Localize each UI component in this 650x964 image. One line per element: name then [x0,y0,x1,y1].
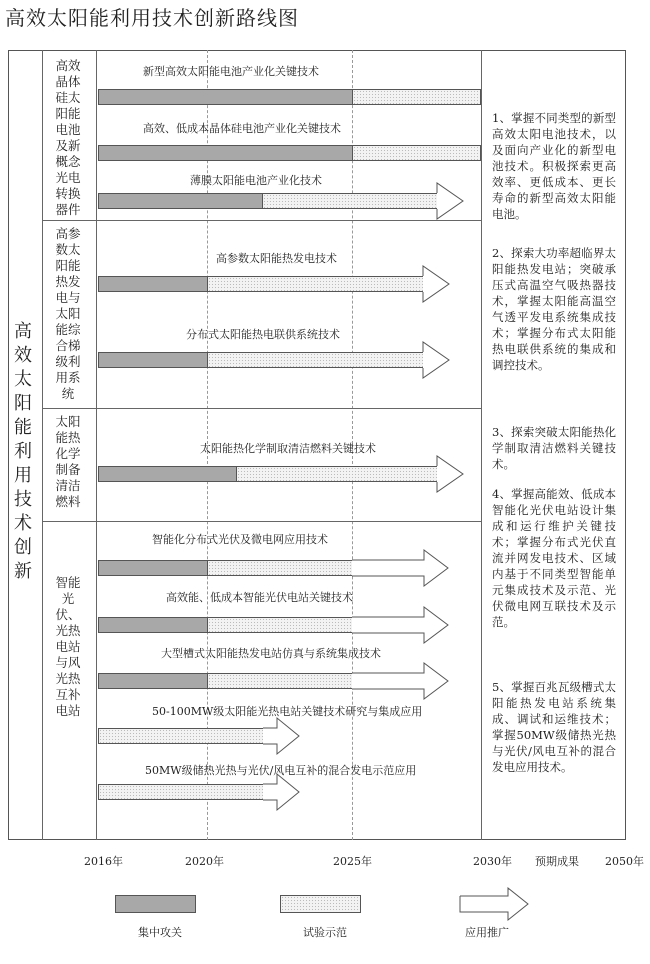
bar-focus [98,193,263,209]
year-label: 2020年 [185,855,224,868]
outcome-text: 4、掌握高能效、低成本智能化光伏电站设计集成和运行维护关键技术；掌握分布式光伏直流并网发电技术、区域内基于不同类型智能单元集成技术及示范、光伏微电网互联技术及示范。 [492,487,616,629]
bar-focus [98,673,208,689]
legend-swatch-focus [115,895,196,913]
task-label: 薄膜太阳能电池产业化技术 [190,174,322,187]
divider [42,408,481,409]
task-label: 高参数太阳能热发电技术 [216,252,337,265]
legend-label: 应用推广 [465,926,509,939]
divider [96,50,97,840]
bar-demo [207,617,353,633]
outcome-column-label: 预期成果 [535,855,579,868]
task-label: 50MW级储热光热与光伏/风电互补的混合发电示范应用 [145,764,417,777]
bar-focus [98,617,208,633]
outcome-text: 2、探索大功率超临界太阳能热发电站；突破承压式高温空气吸热器技术，掌握太阳能高温空气透平发电系统集成技术；掌握分布式太阳能热电联供系统的集成和调控技术。 [492,246,616,372]
application-arrow [423,266,451,302]
bar-focus [98,145,353,161]
task-label: 大型槽式太阳能热发电站仿真与系统集成技术 [161,647,381,660]
legend-label: 试验示范 [303,926,347,939]
group-label: 高效晶体硅太阳能电池及新概念光电转换器件 [55,58,81,217]
divider [42,220,481,221]
main-label: 高效太阳能利用技术创新 [14,321,32,582]
divider [481,50,482,840]
bar-focus [98,560,208,576]
divider [42,50,43,840]
application-arrow [352,663,450,699]
bar-demo [207,352,424,368]
task-label: 新型高效太阳能电池产业化关键技术 [143,65,319,78]
outcome-text: 3、探索突破太阳能热化学制取清洁燃料关键技术。 [492,425,616,471]
application-arrow [437,456,465,492]
application-arrow [352,550,450,586]
bar-focus [98,466,237,482]
year-label: 2016年 [84,855,123,868]
bar-demo [207,673,353,689]
legend-label: 集中攻关 [138,926,182,939]
year-label: 2025年 [333,855,372,868]
legend-swatch-demo [280,895,361,913]
bar-demo [236,466,438,482]
application-arrow [352,607,450,643]
group-label: 高参数太阳能热发电与太阳能综合梯级利用系统 [55,226,81,401]
bar-demo [352,145,481,161]
bar-demo [262,193,438,209]
task-label: 50-100MW级太阳能光热电站关键技术研究与集成应用 [152,705,423,718]
bar-focus [98,89,353,105]
group-label: 太阳能热化学制备清洁燃料 [55,414,81,509]
year-label: 2050年 [605,855,644,868]
application-arrow [263,774,301,810]
bar-focus [98,276,208,292]
bar-focus [98,352,208,368]
outcome-text: 5、掌握百兆瓦级槽式太阳能热发电站系统集成、调试和运维技术；掌握50MW级储热光热与光伏/风电互补的混合发电应用技术。 [492,680,616,774]
application-arrow [423,342,451,378]
divider [42,521,481,522]
outcome-text: 1、掌握不同类型的新型高效太阳电池技术，以及面向产业化的新型电池技术。积极探索更高效率、更低成本、更长寿命的新型高效太阳能电池。 [492,111,616,221]
group-label: 智能光伏、光热电站与风光热互补电站 [55,575,81,718]
bar-demo [207,276,424,292]
bar-demo [98,728,264,744]
year-label: 2030年 [473,855,512,868]
task-label: 太阳能热化学制取清洁燃料关键技术 [200,442,376,455]
task-label: 高效能、低成本智能光伏电站关键技术 [166,591,353,604]
bar-demo [352,89,481,105]
bar-demo [98,784,264,800]
page-title: 高效太阳能利用技术创新路线图 [5,6,299,30]
task-label: 智能化分布式光伏及微电网应用技术 [152,533,328,546]
task-label: 高效、低成本晶体硅电池产业化关键技术 [143,122,341,135]
legend-swatch-application [460,888,530,920]
application-arrow [437,183,465,219]
bar-demo [207,560,353,576]
task-label: 分布式太阳能热电联供系统技术 [186,328,340,341]
application-arrow [263,718,301,754]
